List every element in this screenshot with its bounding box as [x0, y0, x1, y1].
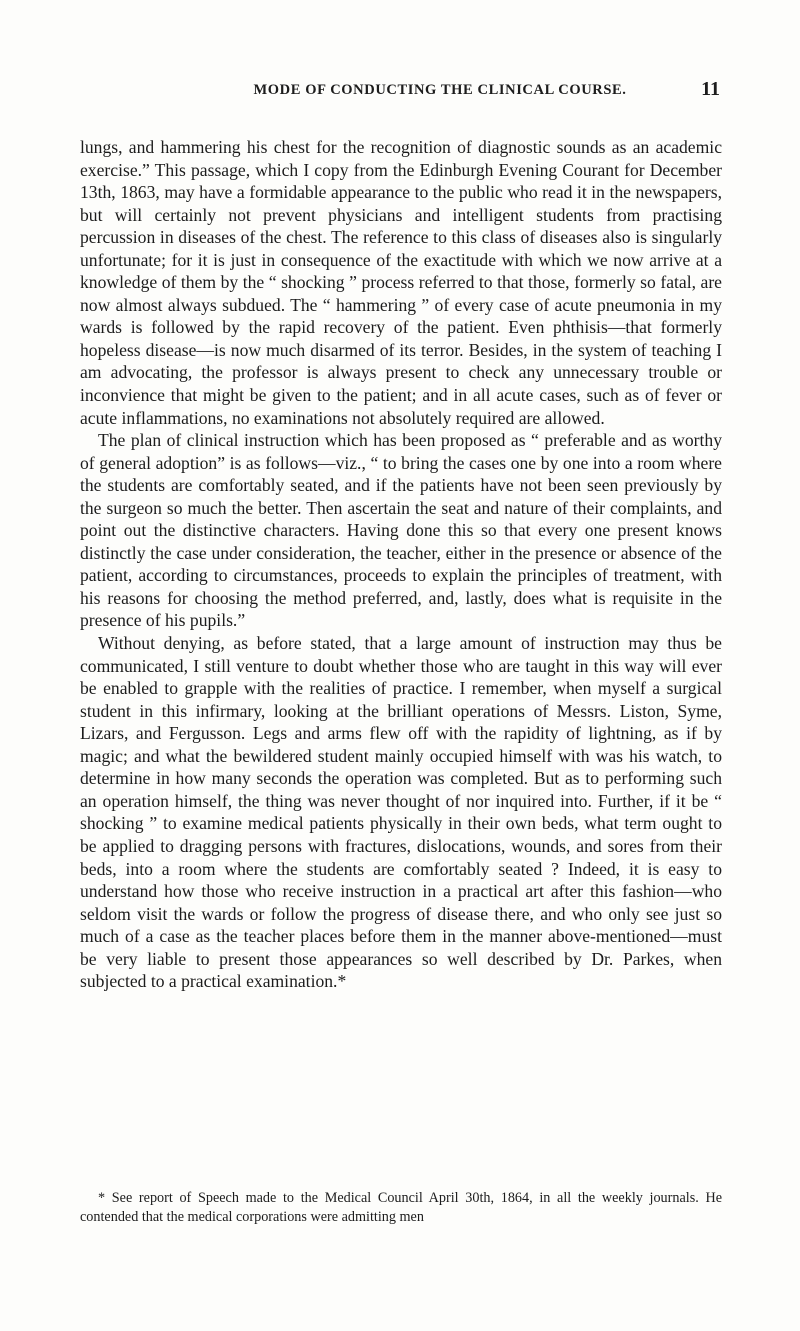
paragraph-plan-of-instruction: The plan of clinical instruction which has been proposed as “ preferable and as worthy of general adoption” is as follows—viz., “ to bring the cases one by one into a room where the students are comfortably seated, and if the patients have not been seen previously by the surgeon so much the better. Then ascertain the seat and nature of their complaints, and point out the distinctive characters. Having done this so that every one present knows distinctly the case under consideration, the teacher, either in the presence or absence of the patient, according to circumstances, proceeds to explain the principles of treatment, with his reasons for choosing the method preferred, and, lastly, does what is requisite in the presence of his pupils.” [80, 430, 722, 631]
paragraph-continued: lungs, and hammering his chest for the recognition of diagnostic sounds as an academic exercise.” This passage, which I copy from the Edinburgh Evening Courant for December 13th, 1863, may have a formidable appearance to the public who read it in the newspapers, but will certainly not prevent physicians and intelligent students from practising percussion in diseases of the chest. The reference to this class of diseases also is singularly unfortunate; for it is just in consequence of the exactitude with which we now arrive at a knowledge of them by the “ shocking ” process referred to that those, formerly so fatal, are now almost always subdued. The “ hammering ” of every case of acute pneumonia in my wards is followed by the rapid recovery of the patient. Even phthisis—that formerly hopeless disease—is now much disarmed of its terror. Besides, in the system of teaching I am advocating, the professor is always present to check any unnecessary trouble or inconvience that might be given to the patient; and in all acute cases, such as of fever or acute inflammations, no examinations not absolutely required are allowed. [80, 137, 722, 428]
body-text [80, 136, 722, 993]
running-title: MODE OF CONDUCTING THE CLINICAL COURSE. [253, 82, 627, 98]
paragraph-without-denying: Without denying, as before stated, that a large amount of instruction may thus be communicated, I still venture to doubt whether those who are taught in this way will ever be enabled to grapple with the realities of practice. I remember, when myself a surgical student in this infirmary, looking at the brilliant operations of Messrs. Liston, Syme, Lizars, and Fergusson. Legs and arms flew off with the rapidity of lightning, as if by magic; and what the bewildered student mainly occupied himself with was his watch, to determine in how many seconds the operation was completed. But as to performing such an operation himself, the thing was never thought of nor inquired into. Further, if it be “ shocking ” to examine medical patients physically in their own beds, what term ought to be applied to dragging persons with fractures, dislocations, wounds, and sores from their beds, into a room where the students are comfortably seated ? Indeed, it is easy to understand how those who receive instruction in a practical art after this fashion—who seldom visit the wards or follow the progress of disease there, and who only see just so much of a case as the teacher places before them in the manner above-mentioned—must be very liable to present those appearances so well described by Dr. Parkes, when subjected to a practical examination.* [80, 633, 722, 992]
running-head [160, 78, 720, 108]
footnote: * See report of Speech made to the Medical Council April 30th, 1864, in all the weekly journals. He contended that the medical corporations were admitting men [80, 1190, 722, 1225]
page-number: 11 [701, 78, 720, 100]
